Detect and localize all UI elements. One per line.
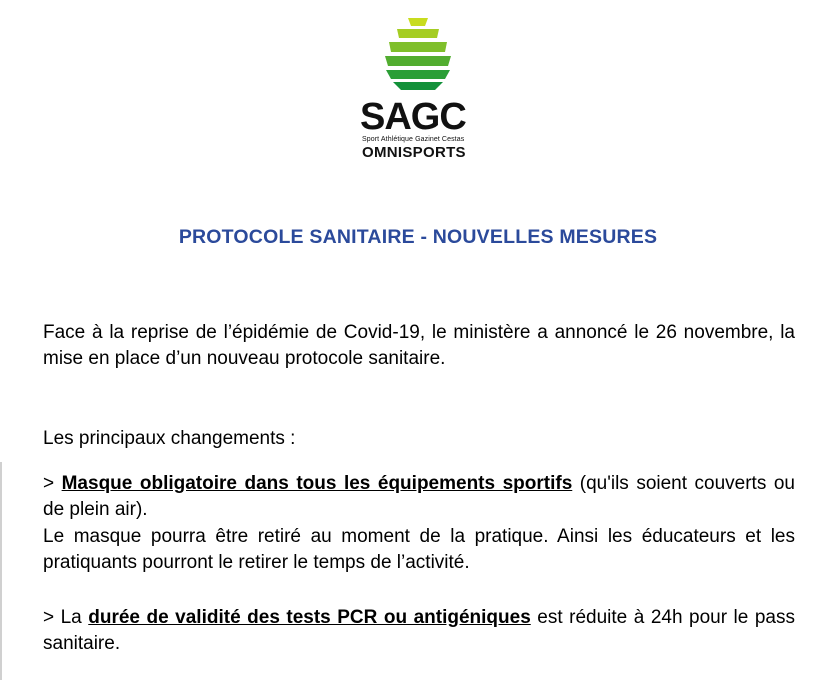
intro-paragraph: Face à la reprise de l’épidémie de Covid-19, le ministère a annoncé le 26 novembre, la mise en place d’un nouveau protocole sanitaire. — [43, 322, 795, 369]
item-suffix: (qu'ils soient couverts ou de plein air). — [43, 473, 795, 520]
logo-tagline: OMNISPORTS — [362, 144, 466, 161]
page-title: PROTOCOLE SANITAIRE - NOUVELLES MESURES — [178, 226, 658, 248]
logo-stripe — [408, 18, 428, 26]
logo-stripe — [385, 56, 451, 66]
tree-logo-icon — [355, 15, 483, 95]
logo-stripe — [389, 42, 447, 52]
item-emphasis: durée de validité des tests PCR ou antigéniques — [88, 607, 531, 628]
item-emphasis: Masque obligatoire dans tous les équipements sportifs — [61, 473, 573, 494]
change-item-tests — [43, 605, 795, 657]
logo-stripe — [397, 29, 439, 38]
logo-stripe — [393, 82, 443, 90]
logo-wordmark — [360, 98, 480, 162]
change-item-mask-detail: Le masque pourra être retiré au moment de la pratique. Ainsi les éducateurs et les pratiquants pourront le retirer le temps de l’activité. — [43, 526, 795, 573]
item-suffix: est réduite à 24h pour le pass sanitaire. — [43, 607, 795, 654]
changes-heading: Les principaux changements : — [43, 428, 296, 449]
logo-subtitle: Sport Athlétique Gazinet Cestas — [362, 136, 465, 143]
change-item-mask — [43, 471, 795, 523]
logo-name: SAGC — [360, 96, 466, 138]
item-prefix: > — [43, 473, 62, 494]
logo-stripe — [386, 70, 450, 79]
item-prefix: > La — [43, 607, 89, 628]
left-margin-line — [0, 462, 2, 680]
